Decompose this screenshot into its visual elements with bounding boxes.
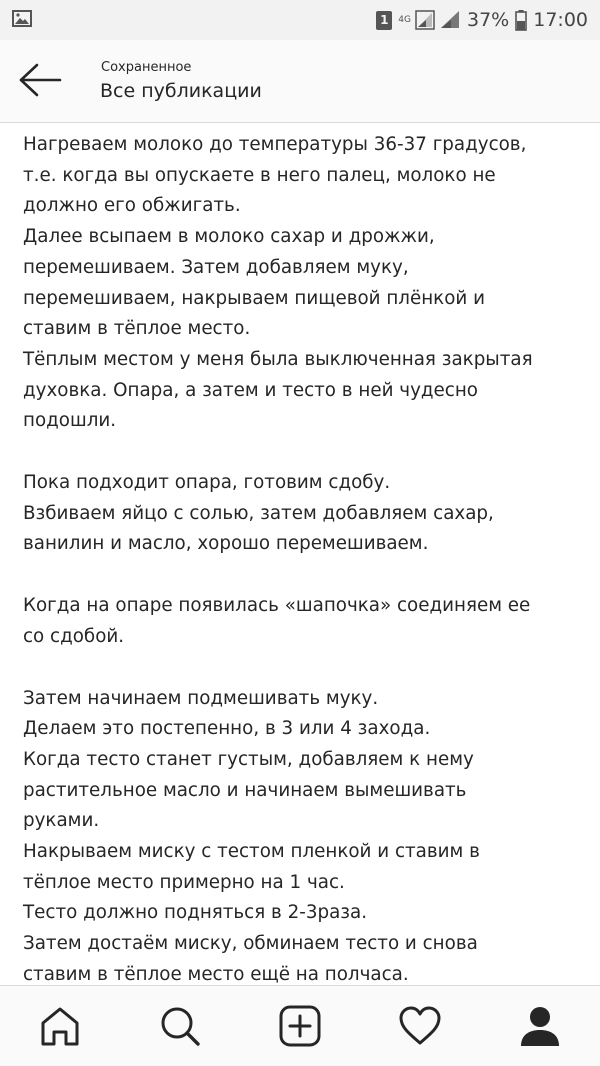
activity-heart-icon[interactable] — [398, 1004, 442, 1048]
battery-icon — [515, 10, 527, 31]
caption-paragraph: Пока подходит опара, готовим сдобу. Взбиваем яйцо с солью, затем добавляем сахар, ванилин и масло, хорошо перемешиваем. — [23, 472, 494, 555]
app-header — [0, 40, 600, 123]
clock: 17:00 — [533, 9, 588, 31]
sim-slot-badge: 1 — [376, 11, 392, 30]
post-caption — [0, 123, 600, 985]
gallery-icon — [12, 10, 32, 27]
network-type-label: 4G — [398, 14, 411, 25]
caption-paragraph: Нагреваем молоко до температуры 36-37 градусов, т.е. когда вы опускаете в него палец, молоко не должно его обжигать. Далее всыпаем в молоко сахар и дрожжи, перемешиваем. Затем добавляем муку, перемешиваем, накрываем пищевой плёнкой и ставим в тёплое место. Тёплым местом у меня была выключенная закрытая духовка. Опара, а затем и тесто в ней чудесно подошли. — [23, 134, 533, 432]
bottom-navigation — [0, 985, 600, 1066]
status-bar — [0, 0, 600, 40]
arrow-left-icon[interactable] — [18, 62, 62, 98]
battery-percent: 37% — [467, 9, 510, 31]
add-post-icon[interactable] — [278, 1004, 322, 1048]
page-title: Все публикации — [100, 80, 262, 102]
signal-icon — [415, 10, 461, 30]
header-subtitle: Сохраненное — [101, 60, 192, 75]
profile-icon[interactable] — [518, 1004, 562, 1048]
caption-paragraph: Когда на опаре появилась «шапочка» соединяем ее со сдобой. — [23, 595, 531, 647]
search-icon[interactable] — [158, 1004, 202, 1048]
caption-paragraph: Затем начинаем подмешивать муку. Делаем это постепенно, в 3 или 4 захода. Когда тесто станет густым, добавляем к нему растительное масло и начинаем вымешивать руками. Накрываем миску с тестом пленкой и ставим в тёплое место примерно на 1 час. Тесто должно подняться в 2-3раза. Затем достаём миску, обминаем тесто и снова ставим в тёплое место ещё на полчаса. — [23, 687, 480, 985]
home-icon[interactable] — [38, 1004, 82, 1048]
